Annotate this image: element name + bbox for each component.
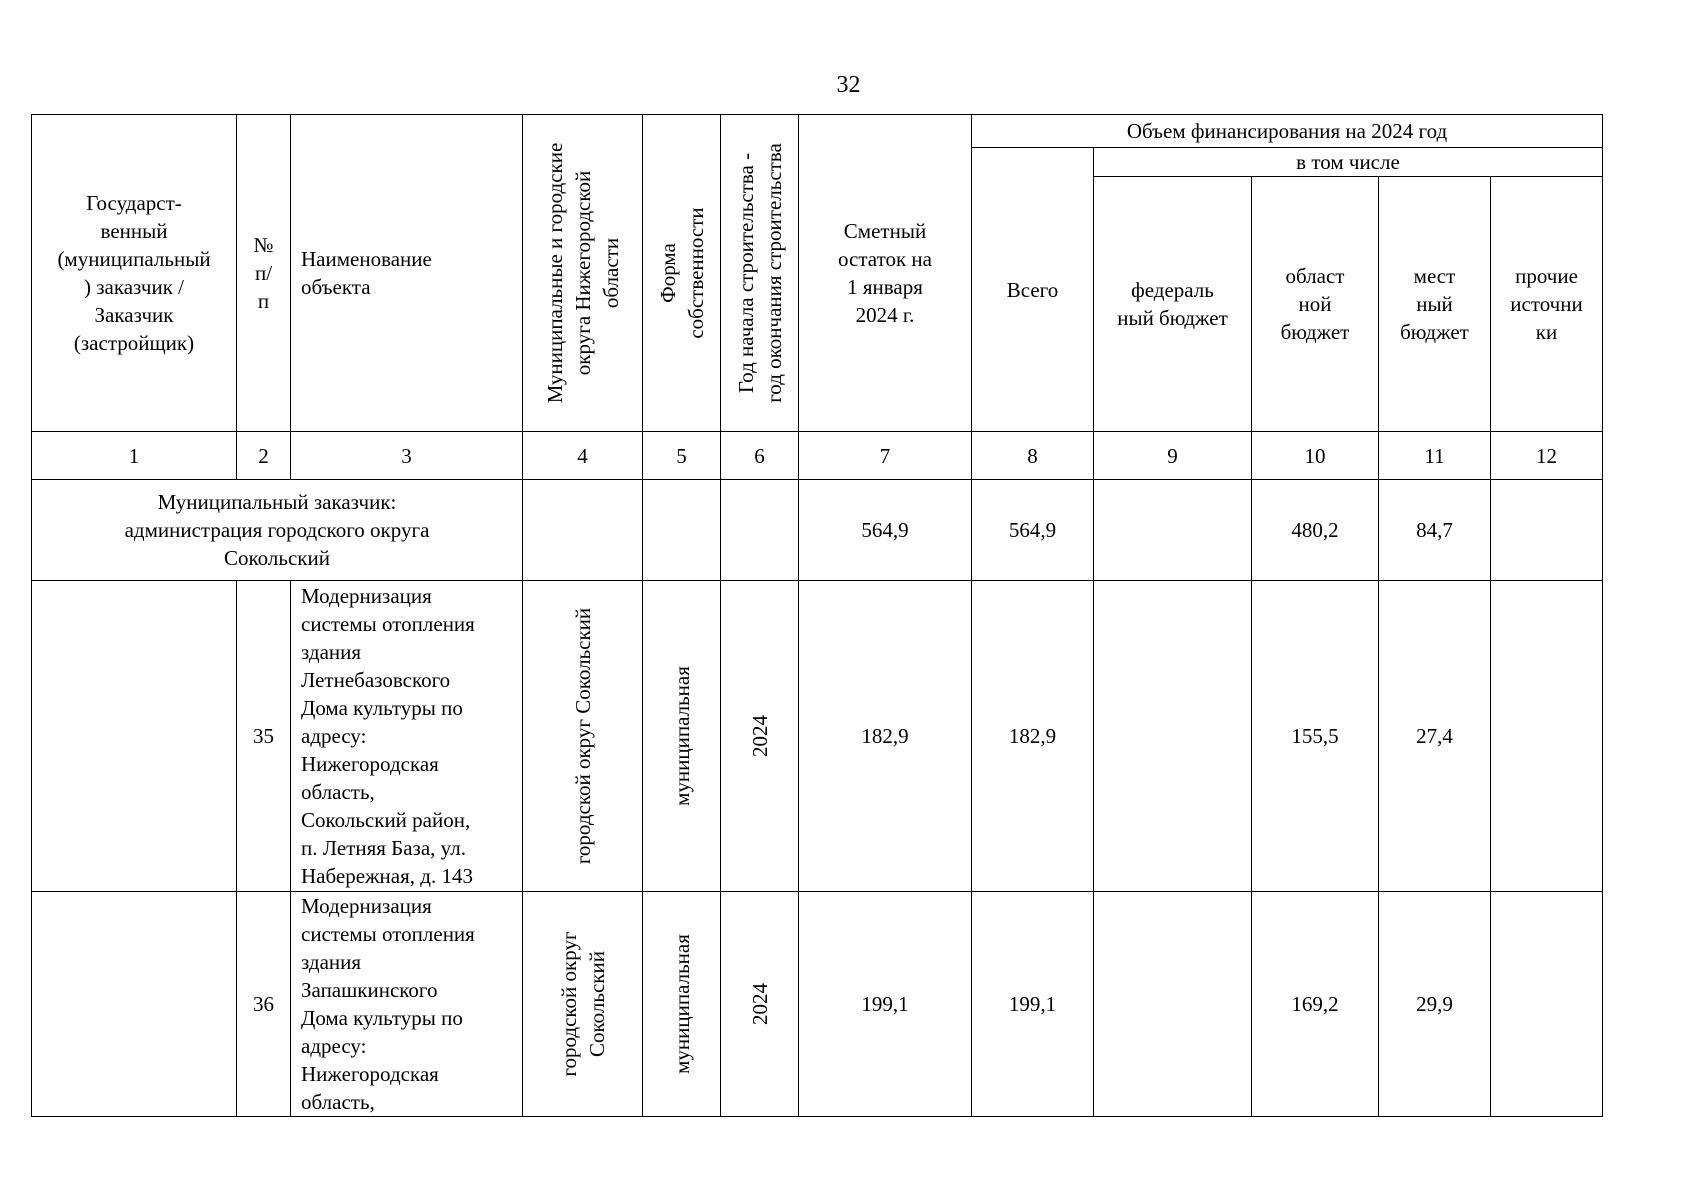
row-customer-cell: [32, 892, 237, 1117]
row-federal: [1094, 892, 1252, 1117]
colnum: 7: [799, 432, 972, 480]
header-customer: Государст- венный (муниципальный ) заказчик / Заказчик (застройщик): [32, 115, 237, 432]
row-ownership: муниципальная: [643, 892, 721, 1117]
customer-local: 84,7: [1379, 480, 1491, 581]
customer-district: [523, 480, 643, 581]
row-object-name: Модернизация системы отопления здания Летнебазовского Дома культуры по адресу: Нижегородская область, Сокольский район, п. Летняя База, ул. Набережная, д. 143: [291, 581, 523, 892]
header-regional: област ной бюджет: [1252, 177, 1379, 432]
row-estimate: 182,9: [799, 581, 972, 892]
header-federal: федераль ный бюджет: [1094, 177, 1252, 432]
row-other: [1491, 892, 1603, 1117]
row-years: 2024: [721, 581, 799, 892]
header-number: № п/ п: [237, 115, 291, 432]
row-number: 36: [237, 892, 291, 1117]
customer-regional: 480,2: [1252, 480, 1379, 581]
row-object-name: Модернизация системы отопления здания Запашкинского Дома культуры по адресу: Нижегородская область,: [291, 892, 523, 1117]
row-total: 182,9: [972, 581, 1094, 892]
colnum: 8: [972, 432, 1094, 480]
row-estimate: 199,1: [799, 892, 972, 1117]
row-regional: 155,5: [1252, 581, 1379, 892]
colnum: 5: [643, 432, 721, 480]
row-ownership: муниципальная: [643, 581, 721, 892]
header-funding-group: Объем финансирования на 2024 год: [972, 115, 1603, 148]
header-including: в том числе: [1094, 148, 1603, 177]
row-number: 35: [237, 581, 291, 892]
customer-other: [1491, 480, 1603, 581]
column-numbers-row: [32, 432, 1603, 480]
row-years: 2024: [721, 892, 799, 1117]
customer-estimate: 564,9: [799, 480, 972, 581]
colnum: 9: [1094, 432, 1252, 480]
header-other: прочие источни ки: [1491, 177, 1603, 432]
row-total: 199,1: [972, 892, 1094, 1117]
colnum: 11: [1379, 432, 1491, 480]
table-row: [32, 892, 1603, 1117]
customer-federal: [1094, 480, 1252, 581]
row-local: 27,4: [1379, 581, 1491, 892]
customer-row: [32, 480, 1603, 581]
colnum: 2: [237, 432, 291, 480]
customer-ownership: [643, 480, 721, 581]
colnum: 4: [523, 432, 643, 480]
header-row-1: [32, 115, 1603, 148]
colnum: 6: [721, 432, 799, 480]
financing-table: [31, 114, 1603, 1117]
row-district: городской округ Сокольский: [523, 581, 643, 892]
row-district: городской округ Сокольский: [523, 892, 643, 1117]
page-number: 32: [836, 72, 861, 98]
customer-label: Муниципальный заказчик: администрация городского округа Сокольский: [32, 480, 523, 581]
header-total: Всего: [972, 148, 1094, 432]
header-districts: Муниципальные и городские округа Нижегородской области: [523, 115, 643, 432]
row-federal: [1094, 581, 1252, 892]
header-local: мест ный бюджет: [1379, 177, 1491, 432]
row-regional: 169,2: [1252, 892, 1379, 1117]
row-customer-cell: [32, 581, 237, 892]
customer-total: 564,9: [972, 480, 1094, 581]
header-years: Год начала строительства - год окончания строительства: [721, 115, 799, 432]
colnum: 3: [291, 432, 523, 480]
colnum: 10: [1252, 432, 1379, 480]
header-estimate: Сметный остаток на 1 января 2024 г.: [799, 115, 972, 432]
table-row: [32, 581, 1603, 892]
customer-years: [721, 480, 799, 581]
row-other: [1491, 581, 1603, 892]
row-local: 29,9: [1379, 892, 1491, 1117]
header-ownership: Форма собственности: [643, 115, 721, 432]
colnum: 1: [32, 432, 237, 480]
header-object-name: Наименование объекта: [291, 115, 523, 432]
colnum: 12: [1491, 432, 1603, 480]
